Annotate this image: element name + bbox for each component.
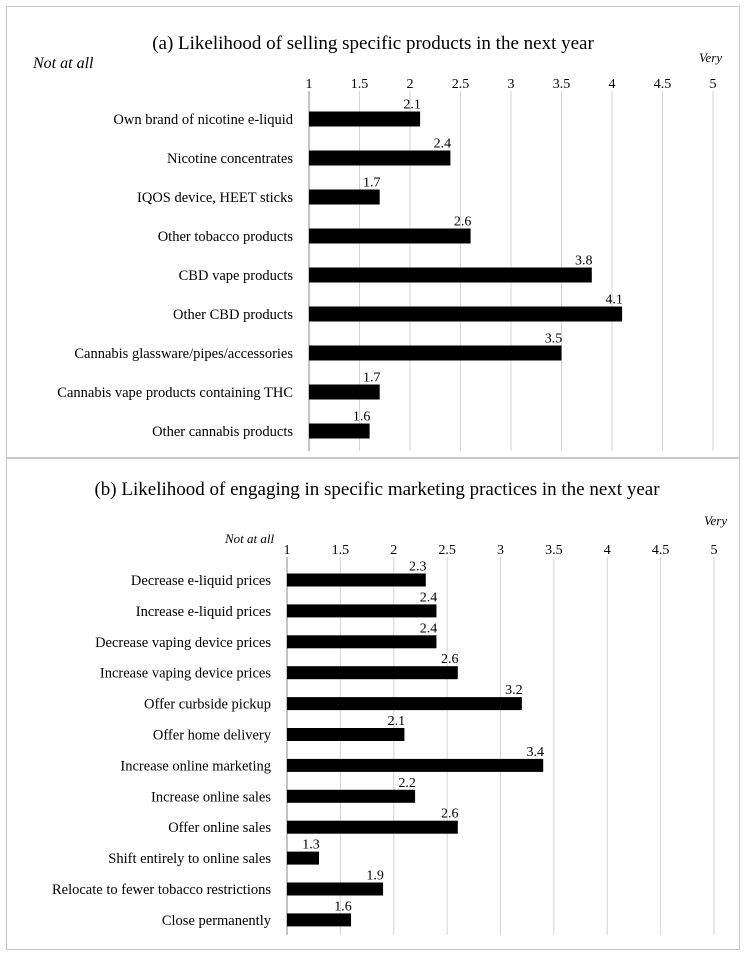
- bar: [287, 790, 415, 803]
- bar: [287, 635, 436, 648]
- tick-label: 2.5: [451, 77, 470, 92]
- tick-label: 3.5: [545, 543, 563, 558]
- chart-title-marketing: (b) Likelihood of engaging in specific marketing practices in the next year: [94, 479, 660, 500]
- bar: [287, 913, 351, 926]
- data-label: 2.4: [419, 590, 438, 606]
- bar: [287, 883, 383, 896]
- category-label: Decrease e-liquid prices: [130, 573, 271, 589]
- category-label: Cannabis glassware/pipes/accessories: [74, 346, 293, 362]
- bar: [309, 151, 450, 166]
- category-label: Offer curbside pickup: [144, 696, 271, 713]
- bar: [287, 697, 522, 710]
- data-label: 3.5: [544, 331, 563, 347]
- tick-label: 4: [608, 77, 616, 92]
- data-label: 1.3: [302, 837, 320, 853]
- data-label: 2.1: [387, 714, 406, 729]
- category-label: Offer online sales: [168, 820, 271, 837]
- category-label: Nicotine concentrates: [166, 151, 293, 167]
- category-label: Decrease vaping device prices: [95, 634, 271, 651]
- data-label: 2.6: [453, 214, 472, 230]
- data-label: 2.2: [398, 775, 416, 791]
- scale-high-label-marketing: Very: [704, 513, 728, 528]
- tick-label: 1: [305, 77, 313, 92]
- data-label: 3.8: [575, 253, 593, 269]
- data-label: 1.6: [334, 899, 352, 915]
- bar: [287, 604, 436, 617]
- tick-label: 2: [390, 543, 398, 558]
- bar: [309, 190, 380, 205]
- category-label: Offer home delivery: [152, 727, 271, 744]
- tick-label: 1.5: [350, 77, 369, 92]
- tick-label: 3: [507, 77, 515, 92]
- category-label: Increase e-liquid prices: [135, 603, 271, 620]
- category-label: Other tobacco products: [157, 229, 293, 245]
- tick-label: 4.5: [653, 77, 672, 92]
- category-label: Own brand of nicotine e-liquid: [113, 112, 293, 128]
- bar: [287, 728, 404, 741]
- tick-label: 4.5: [651, 543, 670, 558]
- category-label: Relocate to fewer tobacco restrictions: [51, 882, 271, 898]
- data-label: 2.3: [409, 559, 427, 575]
- tick-label: 3.5: [552, 77, 571, 92]
- scale-low-label-marketing: Not at all: [225, 531, 275, 546]
- data-label: 3.2: [505, 683, 523, 699]
- tick-label: 1.5: [331, 543, 350, 558]
- bar: [309, 307, 622, 322]
- data-label: 1.6: [352, 409, 371, 425]
- tick-label: 5: [710, 543, 718, 558]
- bar: [309, 346, 562, 361]
- panel-products: [6, 6, 740, 458]
- data-label: 4.1: [605, 292, 623, 308]
- bar: [287, 852, 319, 865]
- tick-label: 2: [406, 77, 414, 92]
- data-label: 3.4: [526, 744, 544, 760]
- category-label: Shift entirely to online sales: [108, 851, 271, 868]
- tick-label: 1: [283, 543, 291, 558]
- data-label: 1.7: [362, 175, 381, 191]
- bar: [287, 759, 543, 772]
- scale-high-label-products: Very: [699, 50, 723, 65]
- chart-products: [7, 7, 741, 459]
- chart-title-products: (a) Likelihood of selling specific products in the next year: [152, 33, 594, 54]
- bar: [309, 112, 420, 127]
- bar: [309, 424, 370, 439]
- category-label: Close permanently: [161, 912, 271, 929]
- tick-label: 2.5: [438, 543, 456, 558]
- data-label: 2.6: [441, 806, 459, 822]
- panel-marketing: [6, 458, 740, 950]
- bar: [287, 574, 426, 587]
- category-label: Increase vaping device prices: [99, 665, 271, 682]
- data-label: 2.4: [433, 136, 452, 152]
- tick-label: 3: [497, 543, 504, 558]
- category-label: Other CBD products: [172, 307, 293, 323]
- bar: [287, 821, 458, 834]
- category-label: Increase online sales: [151, 789, 271, 806]
- category-label: Increase online marketing: [120, 758, 271, 775]
- bar: [309, 385, 380, 400]
- data-label: 2.1: [403, 97, 421, 113]
- scale-low-label-products: Not at all: [33, 55, 94, 72]
- data-label: 2.6: [441, 652, 459, 668]
- data-label: 1.9: [366, 868, 384, 884]
- category-label: Other cannabis products: [152, 424, 293, 440]
- data-label: 1.7: [362, 370, 381, 386]
- bar: [309, 229, 471, 244]
- category-label: CBD vape products: [178, 268, 293, 284]
- chart-marketing: [7, 459, 741, 951]
- bar: [287, 666, 458, 679]
- data-label: 2.4: [419, 621, 438, 637]
- tick-label: 5: [709, 77, 717, 92]
- category-label: Cannabis vape products containing THC: [57, 385, 293, 401]
- bar: [309, 268, 592, 283]
- category-label: IQOS device, HEET sticks: [137, 190, 293, 206]
- tick-label: 4: [603, 543, 611, 558]
